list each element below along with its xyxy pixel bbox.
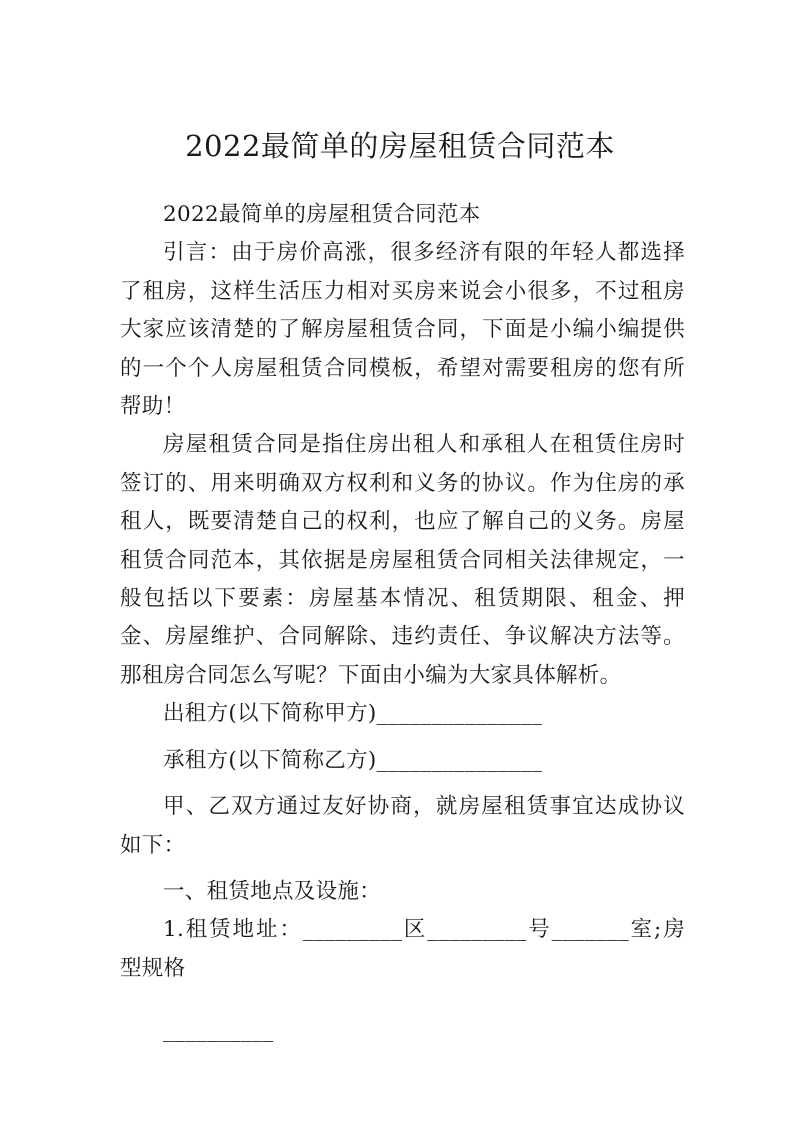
intro-paragraph: 引言：由于房价高涨，很多经济有限的年轻人都选择了租房，这样生活压力相对买房来说会小很多，不过租房大家应该清楚的了解房屋租赁合同，下面是小编小编提供的一个个人房屋租赁合同模板，希望对需要租房的您有所帮助！ [120, 240, 685, 420]
definition-paragraph: 房屋租赁合同是指住房出租人和承租人在租赁住房时签订的、用来明确双方权利和义务的协议。作为住房的承租人，既要清楚自己的权利，也应了解自己的义务。房屋租赁合同范本，其依据是房屋租赁合同相关法律规定，一般包括以下要素：房屋基本情况、租赁期限、租金、押金、房屋维护、合同解除、违约责任、争议解决方法等。那租房合同怎么写呢？下面由小编为大家具体解析。 [120, 432, 685, 688]
blank-line: __________ [163, 1018, 274, 1044]
document-title: 2022最简单的房屋租赁合同范本 [185, 129, 615, 163]
lessor-line: 出租方(以下简称甲方)_______________ [163, 701, 543, 727]
agreement-paragraph: 甲、乙双方通过友好协商，就房屋租赁事宜达成协议如下： [120, 794, 685, 858]
document-body [120, 196, 685, 1051]
lessee-line: 承租方(以下简称乙方)_______________ [163, 747, 543, 773]
address-clause: 1.租赁地址：_________区_________号_______室;房型规格 [120, 917, 685, 981]
section-heading: 一、租赁地点及设施： [163, 878, 382, 904]
subtitle-paragraph: 2022最简单的房屋租赁合同范本 [163, 202, 481, 227]
